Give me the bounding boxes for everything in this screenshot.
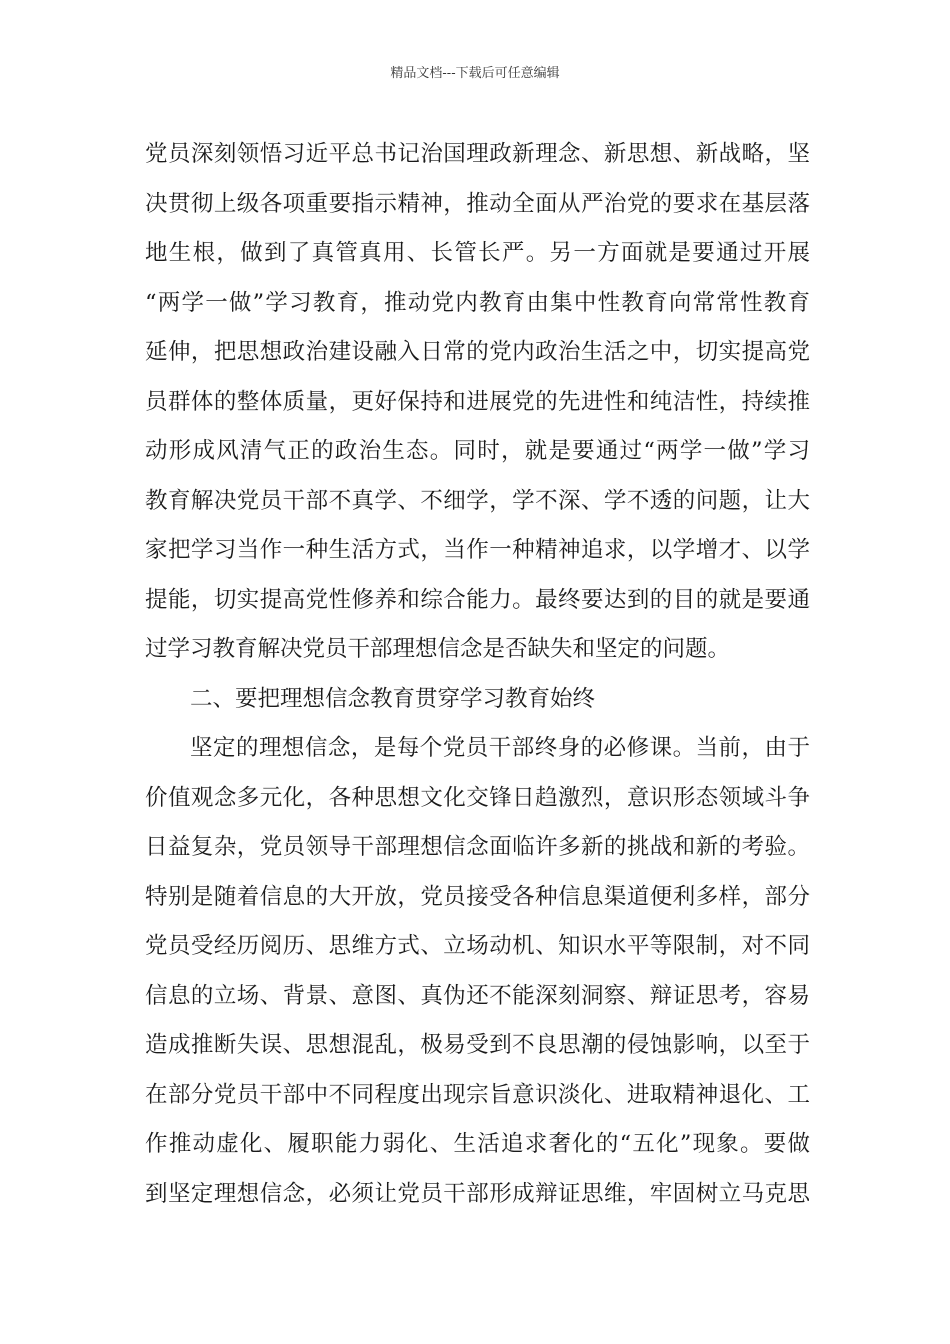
text-line: 过学习教育解决党员干部理想信念是否缺失和坚定的问题。	[145, 636, 731, 662]
text-line: 在部分党员干部中不同程度出现宗旨意识淡化、进取精神退化、工	[145, 1081, 810, 1108]
text-line: “两学一做”学习教育，推动党内教育由集中性教育向常常性教育	[145, 289, 810, 316]
text-line: 党员受经历阅历、思维方式、立场动机、知识水平等限制，对不同	[145, 933, 810, 959]
text-line: 党员深刻领悟习近平总书记治国理政新理念、新思想、新战略，坚	[145, 141, 810, 167]
text-line: 坚定的理想信念，是每个党员干部终身的必修课。当前，由于	[190, 735, 810, 761]
section-heading: 二、要把理想信念教育贯穿学习教育始终	[190, 685, 596, 712]
text-line: 提能，切实提高党性修养和综合能力。最终要达到的目的就是要通	[145, 586, 810, 613]
text-line: 信息的立场、背景、意图、真伪还不能深刻洞察、辩证思考，容易	[145, 982, 810, 1009]
text-line: 家把学习当作一种生活方式，当作一种精神追求，以学增才、以学	[145, 537, 810, 563]
page-header: 精品文档---下载后可任意编辑	[390, 66, 560, 81]
text-line: 员群体的整体质量，更好保持和进展党的先进性和纯洁性，持续推	[145, 388, 810, 415]
text-line: 动形成风清气正的政治生态。同时，就是要通过“两学一做”学习	[145, 438, 810, 464]
text-line: 教育解决党员干部不真学、不细学，学不深、学不透的问题，让大	[145, 487, 810, 514]
text-line: 日益复杂，党员领导干部理想信念面临许多新的挑战和新的考验。	[145, 834, 810, 860]
text-line: 价值观念多元化，各种思想文化交锋日趋激烈，意识形态领域斗争	[145, 784, 810, 811]
text-line: 作推动虚化、履职能力弱化、生活追求奢化的“五化”现象。要做	[145, 1131, 810, 1157]
text-line: 延伸，把思想政治建设融入日常的党内政治生活之中，切实提高党	[145, 339, 810, 365]
text-line: 地生根，做到了真管真用、长管长严。另一方面就是要通过开展	[145, 240, 810, 266]
document-body	[145, 130, 810, 1219]
text-line: 决贯彻上级各项重要指示精神，推动全面从严治党的要求在基层落	[145, 190, 810, 217]
text-line: 造成推断失误、思想混乱，极易受到不良思潮的侵蚀影响，以至于	[145, 1032, 810, 1058]
text-line: 到坚定理想信念，必须让党员干部形成辩证思维，牢固树立马克思	[145, 1180, 810, 1207]
text-line: 特别是随着信息的大开放，党员接受各种信息渠道便利多样，部分	[145, 883, 810, 910]
